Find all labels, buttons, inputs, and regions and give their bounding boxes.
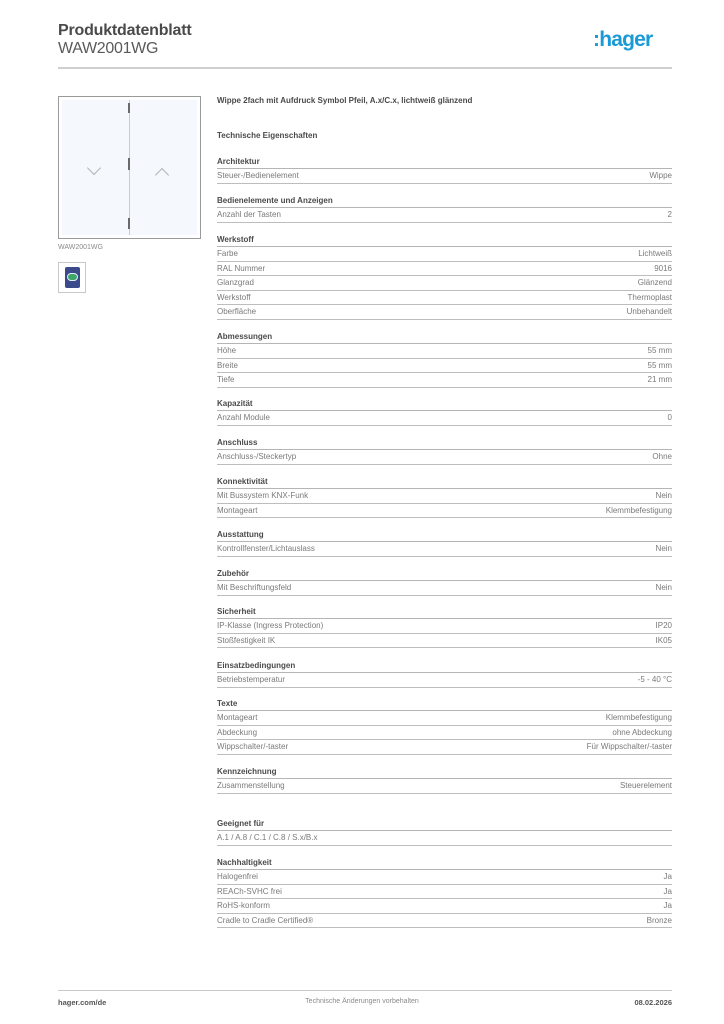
spec-row	[217, 581, 672, 596]
section-title: Kapazität	[217, 398, 672, 411]
spec-section	[217, 818, 672, 846]
spec-section	[217, 331, 672, 388]
spec-row	[217, 885, 672, 900]
spec-section	[217, 156, 672, 184]
spec-row	[217, 489, 672, 504]
section-title: Geeignet für	[217, 818, 672, 831]
spec-label: REACh-SVHC frei	[217, 886, 282, 896]
spec-value: Ja	[663, 872, 672, 881]
header-divider	[58, 67, 672, 69]
spec-value: Nein	[655, 583, 672, 592]
spec-row	[217, 711, 672, 726]
spec-row	[217, 169, 672, 184]
spec-label: Stoßfestigkeit IK	[217, 635, 276, 645]
spec-label: IP-Klasse (Ingress Protection)	[217, 621, 324, 630]
spec-label: RoHS-konform	[217, 901, 270, 910]
spec-label: Glanzgrad	[217, 278, 254, 287]
spec-row	[217, 450, 672, 465]
spec-section	[217, 398, 672, 426]
rocker-switch-image	[58, 96, 201, 239]
spec-section	[217, 234, 672, 320]
spec-section	[217, 437, 672, 465]
section-title: Anschluss	[217, 437, 672, 450]
spec-row	[217, 344, 672, 359]
footer-website[interactable]: hager.com/de	[58, 998, 107, 1007]
spec-label: Zusammenstellung	[217, 781, 285, 790]
spec-value: 0	[667, 413, 672, 422]
spec-value: 2	[667, 210, 672, 219]
spec-label: Abdeckung	[217, 727, 258, 737]
spec-section	[217, 606, 672, 648]
spec-row	[217, 504, 672, 519]
spec-row	[217, 542, 672, 557]
spec-label: Betriebstemperatur	[217, 675, 286, 684]
spec-value: IP20	[655, 621, 672, 630]
section-title: Zubehör	[217, 568, 672, 581]
spec-label: Anzahl der Tasten	[217, 210, 281, 219]
cradle-to-cradle-badge-icon	[58, 262, 86, 293]
spec-row	[217, 359, 672, 374]
spec-value: 21 mm	[647, 375, 672, 384]
spec-row	[217, 726, 672, 741]
spec-value: Ja	[663, 886, 672, 896]
spec-section	[217, 660, 672, 688]
spec-value: Wippe	[649, 171, 672, 180]
spec-section	[217, 195, 672, 223]
spec-value: Glänzend	[637, 278, 672, 287]
spec-row	[217, 291, 672, 306]
spec-row	[217, 305, 672, 320]
spec-row	[217, 673, 672, 688]
section-title: Ausstattung	[217, 529, 672, 542]
section-title: Konnektivität	[217, 476, 672, 489]
section-title: Texte	[217, 698, 672, 711]
section-title: Nachhaltigkeit	[217, 857, 672, 870]
spec-section	[217, 476, 672, 518]
spec-value: Klemmbefestigung	[605, 505, 672, 515]
image-caption: WAW2001WG	[58, 244, 103, 251]
page-title: Produktdatenblatt	[58, 22, 192, 39]
spec-value: Lichtweiß	[638, 249, 672, 258]
spec-value: 55 mm	[647, 360, 672, 370]
spec-section	[217, 766, 672, 794]
spec-row	[217, 208, 672, 223]
spec-label: Wippschalter/-taster	[217, 742, 289, 751]
product-code: WAW2001WG	[58, 40, 159, 57]
spec-row	[217, 619, 672, 634]
seam-mark-bottom	[128, 218, 130, 229]
seam-mark-middle	[128, 158, 130, 170]
section-title: Sicherheit	[217, 606, 672, 619]
spec-row	[217, 740, 672, 755]
spec-section	[217, 529, 672, 557]
section-title: Kennzeichnung	[217, 766, 672, 779]
spec-value: -5 - 40 °C	[637, 675, 672, 684]
spec-label: Breite	[217, 360, 238, 370]
spec-row	[217, 899, 672, 914]
spec-value: Steuerelement	[619, 781, 672, 790]
section-title: Bedienelemente und Anzeigen	[217, 195, 672, 208]
spec-section	[217, 857, 672, 928]
footer-notice: Technische Änderungen vorbehalten	[305, 998, 419, 1005]
spec-label: Montageart	[217, 505, 258, 515]
section-title: Abmessungen	[217, 331, 672, 344]
spec-value: Thermoplast	[627, 292, 672, 302]
section-title: Architektur	[217, 156, 672, 169]
spec-label: Cradle to Cradle Certified®	[217, 915, 314, 925]
hager-logo: :hager	[593, 28, 653, 51]
spec-row	[217, 634, 672, 649]
spec-value: Ja	[663, 901, 672, 910]
spec-section	[217, 698, 672, 755]
section-title: Werkstoff	[217, 234, 672, 247]
spec-label: A.1 / A.8 / C.1 / C.8 / S.x/B.x	[217, 833, 318, 842]
spec-label: Steuer-/Bedienelement	[217, 171, 299, 180]
spec-label: Werkstoff	[217, 292, 251, 302]
spec-value: Klemmbefestigung	[605, 713, 672, 722]
spec-value: Für Wippschalter/-taster	[586, 742, 672, 751]
spec-section	[217, 568, 672, 596]
tech-heading: Technische Eigenschaften	[217, 131, 318, 140]
spec-label: Oberfläche	[217, 307, 257, 316]
seam-mark-top	[128, 103, 130, 113]
footer-date: 08.02.2026	[634, 998, 672, 1007]
spec-label: Halogenfrei	[217, 872, 258, 881]
spec-value: 9016	[654, 263, 672, 273]
spec-value: ohne Abdeckung	[612, 727, 672, 737]
spec-value: Nein	[655, 544, 672, 553]
spec-label: Tiefe	[217, 375, 235, 384]
spec-value: Nein	[655, 491, 672, 500]
footer-divider	[58, 990, 672, 991]
spec-label: Anzahl Module	[217, 413, 270, 422]
spec-label: Anschluss-/Steckertyp	[217, 452, 297, 461]
spec-value: Unbehandelt	[626, 307, 672, 316]
spec-label: RAL Nummer	[217, 263, 266, 273]
spec-label: Höhe	[217, 346, 237, 355]
spec-row	[217, 914, 672, 929]
right-rocker	[130, 100, 197, 235]
spec-row	[217, 247, 672, 262]
spec-row	[217, 870, 672, 885]
spec-row	[217, 373, 672, 388]
spec-value: IK05	[655, 635, 672, 645]
section-title: Einsatzbedingungen	[217, 660, 672, 673]
spec-label: Mit Bussystem KNX-Funk	[217, 491, 309, 500]
spec-value: Bronze	[646, 915, 672, 925]
spec-label: Montageart	[217, 713, 258, 722]
spec-row	[217, 411, 672, 426]
spec-row	[217, 779, 672, 794]
spec-label: Farbe	[217, 249, 238, 258]
spec-row	[217, 831, 672, 846]
spec-value: Ohne	[652, 452, 672, 461]
product-description: Wippe 2fach mit Aufdruck Symbol Pfeil, A.x/C.x, lichtweiß glänzend	[217, 96, 473, 105]
spec-value: 55 mm	[647, 346, 672, 355]
spec-row	[217, 262, 672, 277]
spec-label: Kontrollfenster/Lichtauslass	[217, 544, 315, 553]
spec-row	[217, 276, 672, 291]
spec-label: Mit Beschriftungsfeld	[217, 583, 292, 592]
